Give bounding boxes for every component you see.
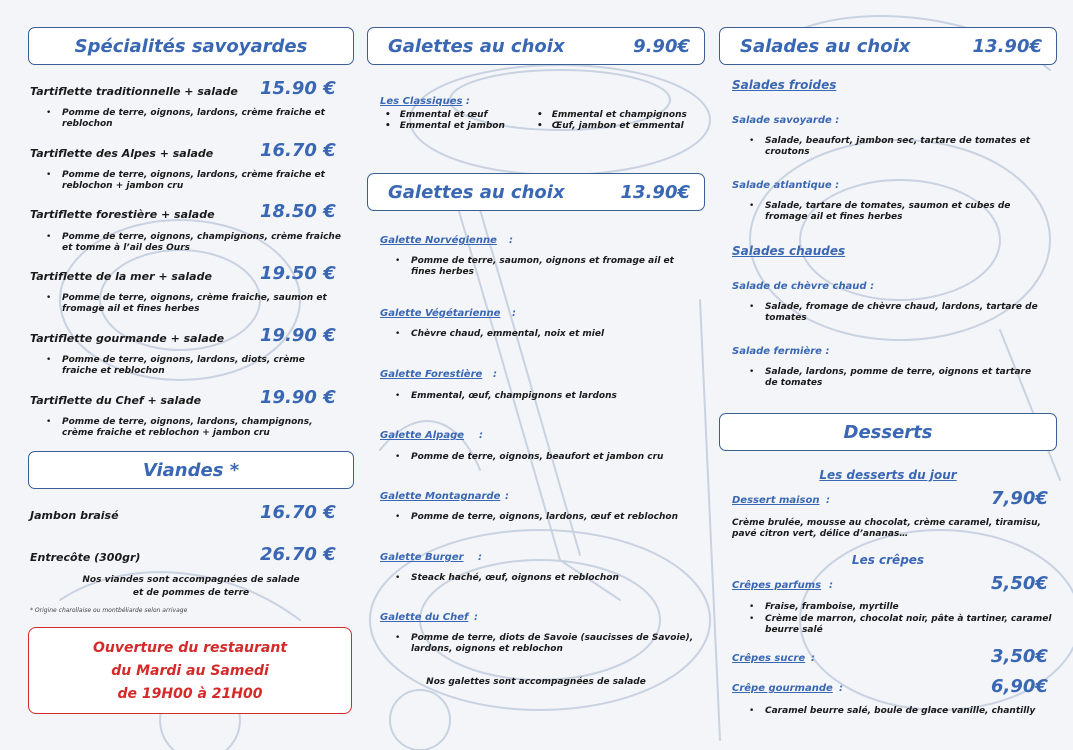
item-name: Tartiflette gourmande + salade [30,332,225,345]
viande-price: 16.70 € [260,502,336,523]
viandes-origin-note: * Origine charollaise ou montbéliarde selon arrivage [30,607,188,614]
item-name: Tartiflette des Alpes + salade [30,147,214,160]
opening-line: Ouverture du restaurant [92,640,288,656]
viandes-note: Nos viandes sont accompagnées de salade et de pommes de terre [82,575,300,598]
item-desc: Pomme de terre, oignons, crème fraiche, saumon et fromage ail et fines herbes [62,293,327,314]
galette-desc: Emmental, œuf, champignons et lardons [411,391,617,401]
item-price: 19.90 € [260,387,336,408]
salade-name: Salade atlantique : [732,180,840,191]
galette-name: Galette Végétarienne [380,308,501,319]
dessert-desc: Crème brulée, mousse au chocolat, crème caramel, tiramisu, pavé citron vert, délice d’ananas… [732,518,1041,539]
galettes-title: Galettes au choix [388,181,565,203]
specialites-title: Spécialités savoyardes [74,35,308,57]
item-name: Tartiflette de la mer + salade [30,270,212,283]
viandes-header [28,451,354,489]
salade-desc: Salade, fromage de chèvre chaud, lardons, tartare de tomates [765,302,1038,323]
galettes-note: Nos galettes sont accompagnées de salade [426,677,646,687]
crepes-title: Les crêpes [851,553,925,567]
salades-chaudes-title: Salades chaudes [732,244,846,258]
galettes-price: 9.90€ [633,35,690,57]
desserts-du-jour-title: Les desserts du jour [819,468,957,482]
dessert-name: Crêpes sucre [732,653,806,664]
classiques-subtitle: Les Classiques : [380,96,470,107]
salade-name: Salade de chèvre chaud : [732,281,875,292]
dessert-price: 6,90€ [991,676,1048,697]
salade-desc: Salade, beaufort, jambon sec, tartare de tomates et croutons [765,136,1031,157]
galette-name: Galette Forestière [380,369,483,380]
galette-desc: Pomme de terre, oignons, beaufort et jambon cru [411,452,664,462]
salades-header [719,27,1057,65]
galette-desc: Pomme de terre, diots de Savoie (saucisses de Savoie), lardons, oignons et reblochon [411,633,694,654]
item-desc: Pomme de terre, oignons, lardons, crème fraiche et reblochon [62,108,325,129]
galettes-title: Galettes au choix [388,35,565,57]
viande-name: Entrecôte (300gr) [30,551,141,564]
dessert-name: Dessert maison [732,495,820,506]
salade-desc: Salade, lardons, pomme de terre, oignons et tartare de tomates [765,367,1032,388]
galette-name: Galette Montagnarde [380,491,501,502]
opening-hours-box [28,627,352,714]
item-desc: Pomme de terre, oignons, lardons, champignons, crème fraiche et reblochon + jambon cru [62,417,313,438]
item-name: Tartiflette forestière + salade [30,208,215,221]
dessert-price: 3,50€ [991,646,1048,667]
dessert-name: Crêpe gourmande [732,683,833,694]
classique-item: • Emmental et jambon [385,121,505,131]
galette-desc: Pomme de terre, saumon, oignons et fromage ail et fines herbes [411,256,674,277]
salade-name: Salade savoyarde : [732,115,840,126]
dessert-name: Crêpes parfums [732,580,822,591]
galette-desc: Pomme de terre, oignons, lardons, œuf et reblochon [411,512,678,522]
salade-name: Salade fermière : [732,346,830,357]
opening-line: de 19H00 à 21H00 [117,686,263,702]
desserts-header [719,413,1057,451]
item-desc: Pomme de terre, oignons, lardons, diots, crème fraiche et reblochon [62,355,305,376]
dessert-price: 5,50€ [991,573,1048,594]
item-desc: Pomme de terre, oignons, lardons, crème fraiche et reblochon + jambon cru [62,170,325,191]
galette-name: Galette Burger [380,552,464,563]
item-price: 19.50 € [260,263,336,284]
specialites-header [28,27,354,65]
galettes-speciales-header [367,173,705,211]
galettes-price: 13.90€ [620,181,690,203]
salade-desc: Salade, tartare de tomates, saumon et cubes de fromage ail et fines herbes [765,201,1011,222]
desserts-title: Desserts [843,421,933,443]
viande-name: Jambon braisé [30,509,119,522]
salades-title: Salades au choix [740,35,911,57]
galette-name: Galette Alpage [380,430,465,441]
item-name: Tartiflette traditionnelle + salade [30,85,238,98]
classique-item: • Emmental et champignons [537,110,687,120]
galette-name: Galette Norvégienne [380,235,497,246]
item-price: 16.70 € [260,140,336,161]
classique-item: • Emmental et œuf [385,110,488,120]
item-desc: Pomme de terre, oignons, champignons, crème fraiche et tomme à l’ail des Ours [62,232,341,253]
galette-desc: Steack haché, œuf, oignons et reblochon [411,573,619,583]
opening-line: du Mardi au Samedi [111,663,269,679]
salades-froides-title: Salades froides [732,78,837,92]
galette-name: Galette du Chef [380,612,469,623]
classique-item: • Œuf, jambon et emmental [537,121,684,131]
viandes-title: Viandes * [142,459,240,481]
item-price: 19.90 € [260,325,336,346]
galette-desc: Chèvre chaud, emmental, noix et miel [411,329,605,339]
item-name: Tartiflette du Chef + salade [30,394,202,407]
salades-price: 13.90€ [972,35,1042,57]
item-price: 15.90 € [260,78,336,99]
galettes-classiques-header [367,27,705,65]
viande-price: 26.70 € [260,544,336,565]
item-price: 18.50 € [260,201,336,222]
dessert-price: 7,90€ [991,488,1048,509]
